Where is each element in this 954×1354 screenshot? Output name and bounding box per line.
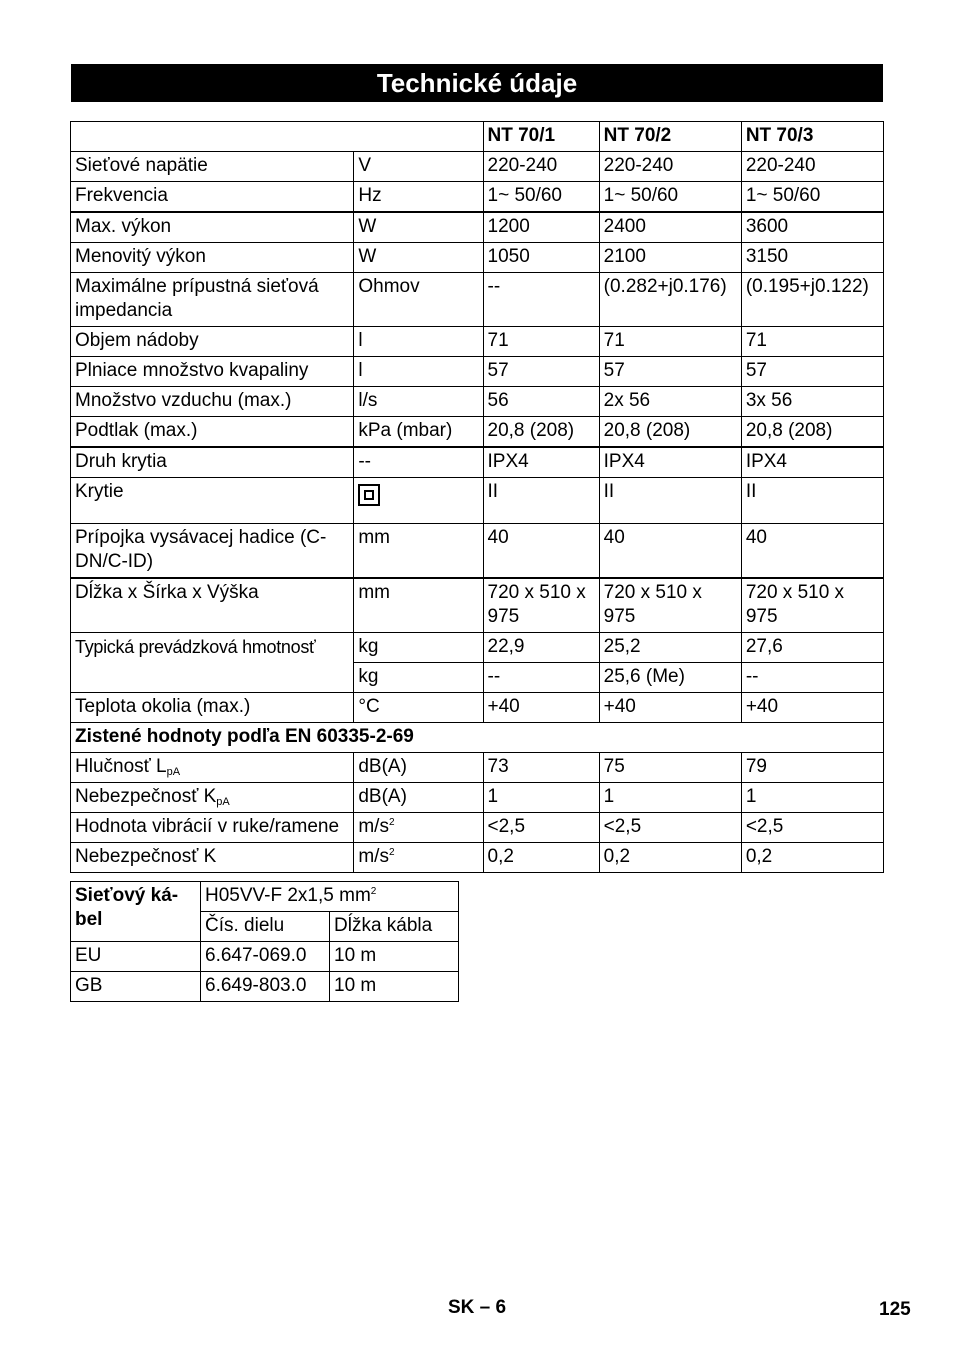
row-value: 57 <box>483 357 599 387</box>
table-row <box>71 942 459 972</box>
row-value: -- <box>741 663 883 693</box>
row-label: Plniace množstvo kvapaliny <box>71 357 354 387</box>
row-value: 40 <box>599 524 741 579</box>
table-row <box>71 633 884 663</box>
row-value: 3x 56 <box>741 387 883 417</box>
table-row <box>71 243 884 273</box>
row-value: 1~ 50/60 <box>741 182 883 213</box>
row-unit: dB(A) <box>354 753 483 783</box>
table-row <box>71 972 459 1002</box>
cable-label: Sieťový ká- bel <box>71 882 201 942</box>
row-label: Maximálne prípustná sieťová impedancia <box>71 273 354 327</box>
table-row <box>71 327 884 357</box>
col-cable-length: Dĺžka kábla <box>330 912 459 942</box>
row-value: <2,5 <box>483 813 599 843</box>
row-value: 0,2 <box>483 843 599 873</box>
part-number: 6.649-803.0 <box>201 972 330 1002</box>
row-unit: $m/s^2$ <box>354 843 483 873</box>
cable-length: 10 m <box>330 942 459 972</box>
row-value: IPX4 <box>483 447 599 478</box>
row-label: Hodnota vibrácií v ruke/ramene <box>71 813 354 843</box>
row-value: 25,6 (Me) <box>599 663 741 693</box>
row-value: 75 <box>599 753 741 783</box>
table-row <box>71 273 884 327</box>
part-number: 6.647-069.0 <box>201 942 330 972</box>
model-header: NT 70/2 <box>599 122 741 152</box>
row-value: 220-240 <box>483 152 599 182</box>
table-row <box>71 783 884 813</box>
table-row <box>71 182 884 213</box>
table-row <box>71 357 884 387</box>
row-label: Typická prevádzková hmotnosť <box>71 633 354 693</box>
row-value: 3150 <box>741 243 883 273</box>
row-value: IPX4 <box>741 447 883 478</box>
row-unit: W <box>354 212 483 243</box>
row-value: II <box>741 478 883 524</box>
table-row <box>71 693 884 723</box>
table-row <box>71 753 884 783</box>
table-row <box>71 578 884 633</box>
section-heading-row <box>71 723 884 753</box>
section-heading: Zistené hodnoty podľa EN 60335-2-69 <box>71 723 884 753</box>
row-value: II <box>599 478 741 524</box>
row-label: Množstvo vzduchu (max.) <box>71 387 354 417</box>
row-unit: W <box>354 243 483 273</box>
row-value: 1 <box>599 783 741 813</box>
row-label: Krytie <box>71 478 354 524</box>
row-value: +40 <box>483 693 599 723</box>
table-row <box>71 478 884 524</box>
row-value: +40 <box>741 693 883 723</box>
row-value: 20,8 (208) <box>599 417 741 448</box>
row-value: 27,6 <box>741 633 883 663</box>
row-value: 220-240 <box>599 152 741 182</box>
row-value: 3600 <box>741 212 883 243</box>
row-value: 57 <box>741 357 883 387</box>
row-unit: V <box>354 152 483 182</box>
cable-length: 10 m <box>330 972 459 1002</box>
protection-class-ii-icon <box>358 484 380 506</box>
row-value: 1200 <box>483 212 599 243</box>
row-value: 1 <box>483 783 599 813</box>
row-label: Objem nádoby <box>71 327 354 357</box>
row-label: Frekvencia <box>71 182 354 213</box>
row-unit: Hz <box>354 182 483 213</box>
row-label: Prípojka vysávacej hadice (C-DN/C-ID) <box>71 524 354 579</box>
row-value: 40 <box>483 524 599 579</box>
row-value: 25,2 <box>599 633 741 663</box>
row-label: Podtlak (max.) <box>71 417 354 448</box>
table-row <box>71 524 884 579</box>
row-unit: l <box>354 327 483 357</box>
row-value: 20,8 (208) <box>483 417 599 448</box>
row-value: (0.282+j0.176) <box>599 273 741 327</box>
row-value: 71 <box>741 327 883 357</box>
row-value: 220-240 <box>741 152 883 182</box>
table-row <box>71 417 884 448</box>
row-value: <2,5 <box>599 813 741 843</box>
row-value: (0.195+j0.122) <box>741 273 883 327</box>
row-unit: Ohmov <box>354 273 483 327</box>
row-unit: mm <box>354 578 483 633</box>
row-unit <box>354 478 483 524</box>
row-label: Sieťové napätie <box>71 152 354 182</box>
row-unit: kg <box>354 663 483 693</box>
row-label: Hlučnosť $L_{pA}$ <box>71 753 354 783</box>
row-unit: °C <box>354 693 483 723</box>
row-value: 720 x 510 x 975 <box>741 578 883 633</box>
cable-type: H05VV-F 2x1,5 $mm^2$ <box>201 882 459 912</box>
page-title: Technické údaje <box>71 64 883 102</box>
power-cable-table <box>70 881 459 1002</box>
row-value: 2100 <box>599 243 741 273</box>
row-value: 2400 <box>599 212 741 243</box>
region: EU <box>71 942 201 972</box>
table-row <box>71 882 459 912</box>
model-header: NT 70/3 <box>741 122 883 152</box>
row-label: Nebezpečnosť $K_{pA}$ <box>71 783 354 813</box>
row-label: Menovitý výkon <box>71 243 354 273</box>
row-value: 720 x 510 x 975 <box>483 578 599 633</box>
row-value: 0,2 <box>599 843 741 873</box>
technical-data-table <box>70 121 884 873</box>
row-label: Druh krytia <box>71 447 354 478</box>
row-value: 1~ 50/60 <box>483 182 599 213</box>
table-header-row <box>71 122 884 152</box>
row-value: 56 <box>483 387 599 417</box>
row-unit: mm <box>354 524 483 579</box>
row-value: -- <box>483 273 599 327</box>
row-value: IPX4 <box>599 447 741 478</box>
row-value: 720 x 510 x 975 <box>599 578 741 633</box>
row-unit: dB(A) <box>354 783 483 813</box>
footer-section-code: SK – 6 <box>448 1297 507 1318</box>
table-row <box>71 152 884 182</box>
row-unit: l/s <box>354 387 483 417</box>
row-value: 73 <box>483 753 599 783</box>
row-unit: $m/s^2$ <box>354 813 483 843</box>
model-header: NT 70/1 <box>483 122 599 152</box>
row-label: Teplota okolia (max.) <box>71 693 354 723</box>
page-number: 125 <box>879 1299 911 1320</box>
row-value: 71 <box>599 327 741 357</box>
table-row <box>71 843 884 873</box>
table-row <box>71 447 884 478</box>
row-value: 40 <box>741 524 883 579</box>
row-value: 2x 56 <box>599 387 741 417</box>
row-value: 71 <box>483 327 599 357</box>
row-unit: l <box>354 357 483 387</box>
row-value: +40 <box>599 693 741 723</box>
row-value: 0,2 <box>741 843 883 873</box>
row-value: II <box>483 478 599 524</box>
table-row <box>71 813 884 843</box>
row-value: 1050 <box>483 243 599 273</box>
row-label: Nebezpečnosť K <box>71 843 354 873</box>
header-empty-cell <box>71 122 484 152</box>
row-value: 1~ 50/60 <box>599 182 741 213</box>
row-value: 1 <box>741 783 883 813</box>
row-unit: kg <box>354 633 483 663</box>
row-value: 79 <box>741 753 883 783</box>
row-unit: kPa (mbar) <box>354 417 483 448</box>
row-value: -- <box>483 663 599 693</box>
row-value: <2,5 <box>741 813 883 843</box>
row-label: Dĺžka x Šírka x Výška <box>71 578 354 633</box>
row-value: 20,8 (208) <box>741 417 883 448</box>
table-row <box>71 212 884 243</box>
row-value: 57 <box>599 357 741 387</box>
col-part-number: Čís. dielu <box>201 912 330 942</box>
region: GB <box>71 972 201 1002</box>
row-value: 22,9 <box>483 633 599 663</box>
table-row <box>71 387 884 417</box>
row-label: Max. výkon <box>71 212 354 243</box>
row-unit: -- <box>354 447 483 478</box>
